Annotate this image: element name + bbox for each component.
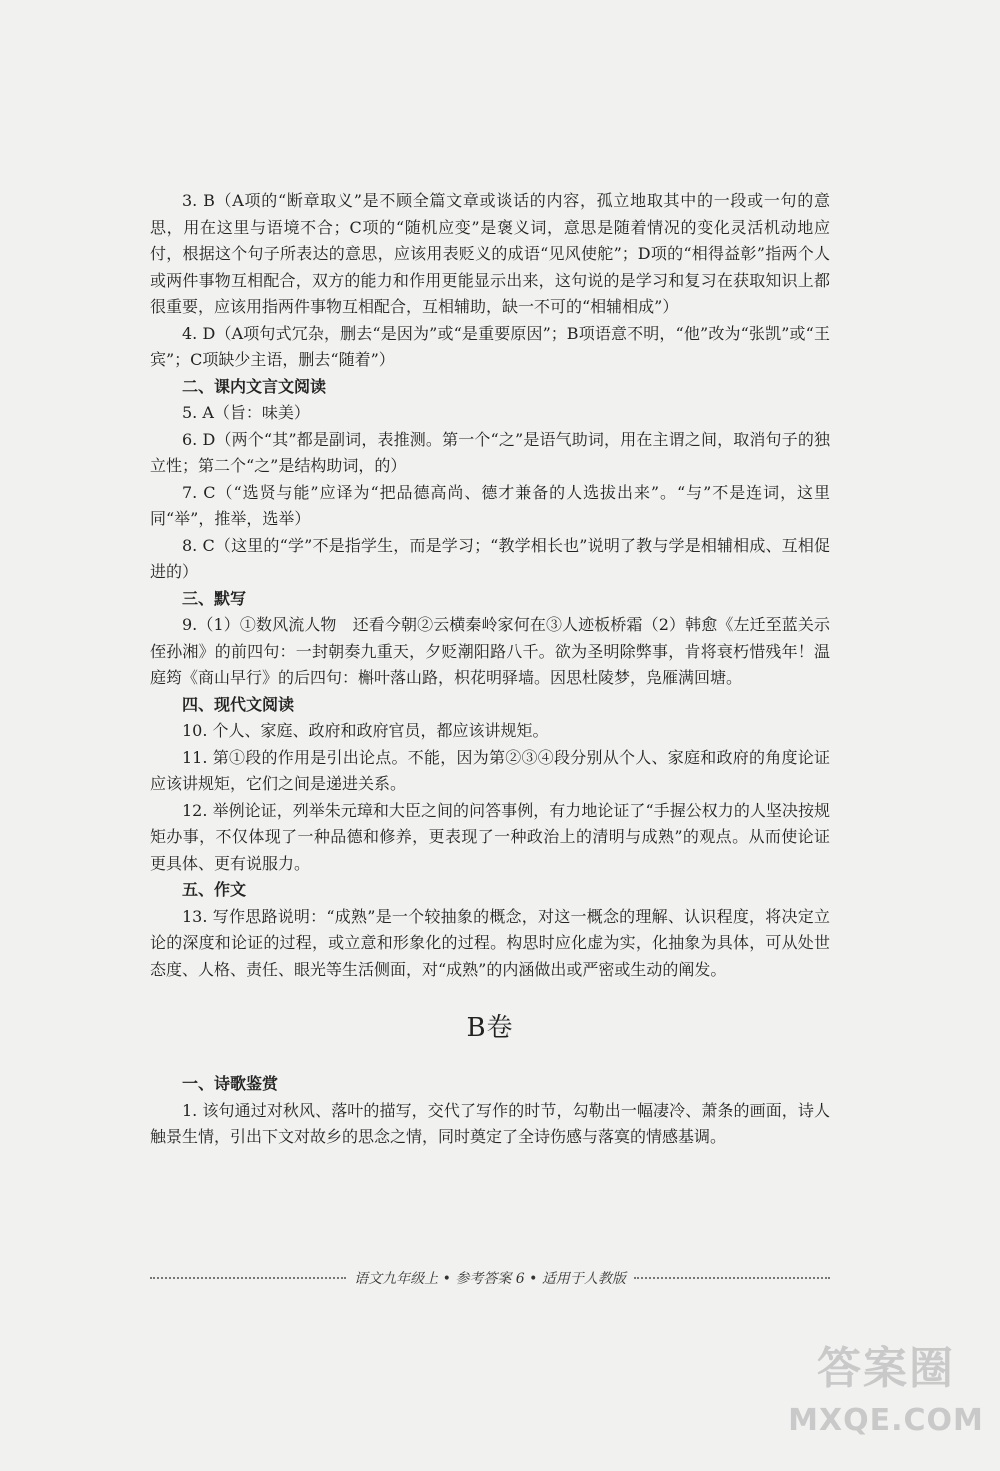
answer-paragraph: 9.（1）①数风流人物 还看今朝②云横秦岭家何在③人迹板桥霜（2）韩愈《左迁至蓝关示侄孙湘》的前四句：一封朝奏九重天，夕贬潮阳路八千。欲为圣明除弊事，肯将衰朽惜残年！温庭筠《商山早行》的后四句：槲叶落山路，枳花明驿墙。因思杜陵梦，凫雁满回塘。 [150, 615, 830, 687]
watermark-bottom: MXQE.COM [788, 1403, 984, 1438]
page-footer [150, 1268, 830, 1288]
watermark-top: 答案圈 [817, 1343, 955, 1394]
answer-paragraph: 7. C（“选贤与能”应译为“把品德高尚、德才兼备的人选拔出来”。“与”不是连词，这里同“举”，推举，选举） [150, 482, 830, 528]
answer-paragraph: 11. 第①段的作用是引出论点。不能，因为第②③④段分别从个人、家庭和政府的角度论证应该讲规矩，它们之间是递进关系。 [150, 747, 830, 793]
answer-paragraph: 1. 该句通过对秋风、落叶的描写，交代了写作的时节，勾勒出一幅凄冷、萧条的画面，诗人触景生情，引出下文对故乡的思念之情，同时奠定了全诗伤感与落寞的情感基调。 [150, 1100, 830, 1146]
section-heading: 一、诗歌鉴赏 [182, 1074, 279, 1093]
answer-page [150, 188, 830, 1151]
footer-dotted-rule-right [634, 1277, 830, 1279]
part-b-answers [150, 1071, 830, 1151]
section-title-b: B卷 [466, 1013, 514, 1043]
footer-text: 语文九年级上 • 参考答案 6 • 适用于人教版 [354, 1271, 626, 1287]
answer-paragraph: 8. C（这里的“学”不是指学生，而是学习；“教学相长也”说明了教与学是相辅相成、互相促进的） [150, 535, 830, 581]
answer-paragraph: 10. 个人、家庭、政府和政府官员，都应该讲规矩。 [182, 721, 549, 740]
answer-paragraph: 3. B（A项的“断章取义”是不顾全篇文章或谈话的内容，孤立地取其中的一段或一句的意思，用在这里与语境不合；C项的“随机应变”是褒义词，意思是随着情况的变化灵活机动地应付，根据这个句子所表达的意思，应该用表贬义的成语“见风使舵”；D项的“相得益彰”指两个人或两件事物互相配合，双方的能力和作用更能显示出来，这句说的是学习和复习在获取知识上都很重要，应该用指两件事物互相配合，互相辅助，缺一不可的“相辅相成”） [150, 191, 830, 316]
part-a-answers [150, 188, 830, 983]
section-heading: 二、课内文言文阅读 [182, 376, 327, 396]
footer-dotted-rule-left [150, 1277, 346, 1279]
section-heading: 三、默写 [182, 588, 247, 608]
answer-paragraph: 13. 写作思路说明：“成熟”是一个较抽象的概念，对这一概念的理解、认识程度，将决定立论的深度和论证的过程，或立意和形象化的过程。构思时应化虚为实，化抽象为具体，可从处世态度、人格、责任、眼光等生活侧面，对“成熟”的内涵做出或严密或生动的阐发。 [150, 906, 830, 979]
answer-paragraph: 6. D（两个“其”都是副词，表推测。第一个“之”是语气助词，用在主谓之间，取消句子的独立性；第二个“之”是结构助词，的） [150, 429, 830, 475]
section-heading: 四、现代文阅读 [182, 694, 295, 714]
answer-paragraph: 4. D（A项句式冗杂，删去“是因为”或“是重要原因”；B项语意不明，“他”改为“张凯”或“王宾”；C项缺少主语，删去“随着”） [150, 323, 830, 369]
section-heading: 五、作文 [182, 880, 247, 899]
answer-paragraph: 5. A（旨：味美） [182, 403, 310, 422]
answer-paragraph: 12. 举例论证，列举朱元璋和大臣之间的问答事例，有力地论证了“手握公权力的人坚决按规矩办事，不仅体现了一种品德和修养，更表现了一种政治上的清明与成熟”的观点。从而使论证更具体、更有说服力。 [150, 800, 830, 873]
watermark-logo [786, 1337, 986, 1457]
